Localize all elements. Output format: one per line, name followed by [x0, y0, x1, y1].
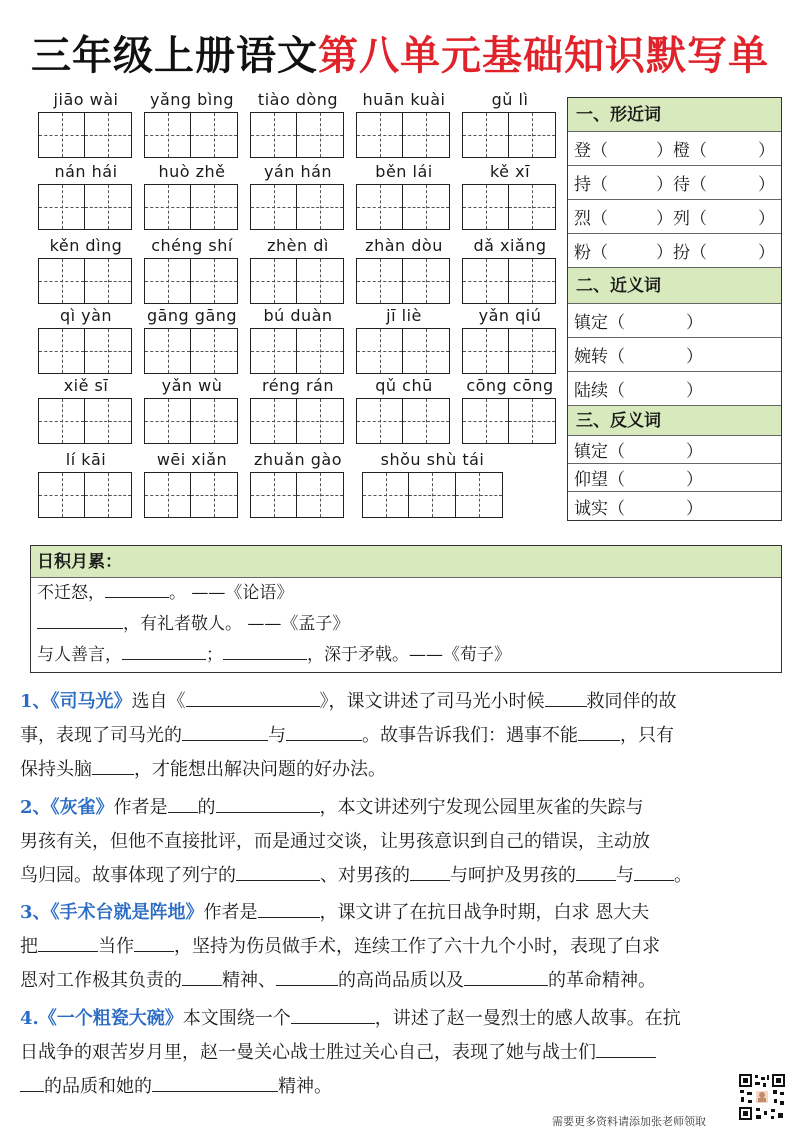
writing-box[interactable] [462, 398, 509, 444]
question-number: 1、 [20, 691, 51, 712]
blank[interactable] [596, 1038, 656, 1058]
writing-box[interactable] [250, 472, 297, 518]
blank[interactable] [216, 793, 320, 813]
pinyin-label: gǔ lì [491, 90, 529, 109]
accumulation-line: ，有礼者敬人。 ——《孟子》 [31, 609, 781, 640]
blank[interactable] [186, 687, 320, 707]
section-header-synonym: 二、近义词 [568, 268, 781, 304]
blank[interactable] [578, 721, 620, 741]
pinyin-label: yǎn wù [161, 376, 223, 395]
antonym-row: 镇定（ ） [568, 436, 781, 464]
lesson-title: 《一个粗瓷大碗》 [38, 1008, 183, 1029]
writing-box[interactable] [509, 184, 556, 230]
blank[interactable] [182, 966, 222, 986]
pinyin-label: xiě sī [63, 376, 109, 395]
writing-box[interactable] [38, 184, 85, 230]
writing-box[interactable] [38, 258, 85, 304]
word-panel [567, 97, 782, 521]
writing-box[interactable] [191, 184, 238, 230]
similar-word-row: 粉（ ）扮（ ） [568, 234, 781, 268]
writing-box[interactable] [462, 258, 509, 304]
writing-box[interactable] [144, 184, 191, 230]
pinyin-label: dǎ xiǎng [473, 236, 547, 255]
lesson-title: 《手术台就是阵地》 [50, 902, 204, 923]
page-title [0, 30, 800, 82]
footer-note: 需要更多资料请添加张老师领取 [552, 1115, 706, 1128]
writing-box[interactable] [144, 258, 191, 304]
lesson-title: 《司马光》 [50, 691, 132, 712]
blank[interactable] [168, 793, 198, 813]
writing-box[interactable] [462, 112, 509, 158]
writing-box[interactable] [362, 472, 409, 518]
pinyin-label: kěn dìng [49, 236, 123, 255]
pinyin-label: yán hán [263, 162, 333, 181]
writing-box[interactable] [191, 328, 238, 374]
writing-box[interactable] [38, 328, 85, 374]
writing-box[interactable] [85, 258, 132, 304]
writing-box[interactable] [456, 472, 503, 518]
blank[interactable] [223, 642, 307, 660]
writing-box[interactable] [85, 328, 132, 374]
writing-box[interactable] [297, 258, 344, 304]
pinyin-label: huān kuài [362, 90, 446, 109]
writing-box[interactable] [403, 258, 450, 304]
pinyin-label: lí kāi [65, 450, 107, 469]
synonym-row: 婉转（ ） [568, 338, 781, 372]
writing-box[interactable] [191, 112, 238, 158]
pinyin-label: huò zhě [158, 162, 226, 181]
blank[interactable] [545, 687, 587, 707]
writing-box[interactable] [144, 398, 191, 444]
pinyin-label: qì yàn [59, 306, 113, 325]
pinyin-label: tiào dòng [257, 90, 339, 109]
writing-box[interactable] [297, 328, 344, 374]
blank[interactable] [38, 932, 98, 952]
writing-box[interactable] [250, 258, 297, 304]
writing-box[interactable] [462, 328, 509, 374]
pinyin-label: shǒu shù tái [380, 450, 485, 469]
writing-box[interactable] [403, 112, 450, 158]
writing-box[interactable] [191, 472, 238, 518]
writing-box[interactable] [297, 112, 344, 158]
accumulation-line: 与人善言， ； ，深于矛戟。——《荀子》 [31, 640, 781, 671]
writing-box[interactable] [509, 258, 556, 304]
pinyin-label: běn lái [375, 162, 433, 181]
section-header-antonym: 三、反义词 [568, 406, 781, 436]
writing-box[interactable] [356, 398, 403, 444]
writing-box[interactable] [38, 398, 85, 444]
blank[interactable] [20, 1072, 44, 1092]
pinyin-label: bú duàn [263, 306, 333, 325]
daily-accumulation-box [30, 545, 782, 673]
pinyin-label: yǎn qiú [478, 306, 542, 325]
pinyin-label: kě xī [489, 162, 531, 181]
writing-box[interactable] [409, 472, 456, 518]
antonym-row: 诚实（ ） [574, 498, 703, 519]
writing-box[interactable] [250, 328, 297, 374]
writing-box[interactable] [462, 184, 509, 230]
writing-box[interactable] [403, 398, 450, 444]
blank[interactable] [134, 932, 174, 952]
pinyin-label: zhuǎn gào [254, 450, 342, 469]
antonym-row: 仰望（ ） [568, 464, 781, 492]
writing-box[interactable] [85, 184, 132, 230]
writing-box[interactable] [356, 328, 403, 374]
writing-box[interactable] [297, 184, 344, 230]
blank[interactable] [152, 1072, 278, 1092]
blank[interactable] [122, 642, 206, 660]
writing-box[interactable] [250, 398, 297, 444]
writing-box[interactable] [509, 112, 556, 158]
writing-box[interactable] [191, 398, 238, 444]
blank[interactable] [286, 721, 362, 741]
writing-box[interactable] [509, 328, 556, 374]
similar-word-row: 登（ ）橙（ ） [568, 132, 781, 166]
similar-word-row: 持（ ）待（ ） [568, 166, 781, 200]
writing-box[interactable] [144, 472, 191, 518]
writing-box[interactable] [403, 184, 450, 230]
pinyin-label: qǔ chū [375, 376, 433, 395]
writing-box[interactable] [38, 472, 85, 518]
question-1: 1、《司马光》选自《 》，课文讲述了司马光小时候 救同伴的故 事，表现了司马光的 与 。故事告诉我们：遇事不能 ，只有 保持头脑 ，才能想出解决问题的好办法。 [20, 685, 785, 787]
writing-box[interactable] [509, 398, 556, 444]
blank[interactable] [37, 611, 123, 629]
similar-word-row: 烈（ ）列（ ） [568, 200, 781, 234]
writing-box[interactable] [85, 472, 132, 518]
writing-box[interactable] [297, 398, 344, 444]
blank[interactable] [182, 721, 268, 741]
writing-box[interactable] [250, 112, 297, 158]
writing-box[interactable] [144, 328, 191, 374]
question-4: 4.《一个粗瓷大碗》本文围绕一个 ，讲述了赵一曼烈士的感人故事。在抗 日战争的艰苦岁月里，赵一曼关心战士胜过关心自己，表现了她与战士们 的品质和她的 精神。 [20, 1002, 785, 1104]
blank[interactable] [92, 755, 134, 775]
writing-box[interactable] [403, 328, 450, 374]
pinyin-label: wēi xiǎn [156, 450, 228, 469]
pinyin-label: cōng cōng [466, 376, 554, 395]
writing-box[interactable] [356, 112, 403, 158]
writing-box[interactable] [297, 472, 344, 518]
pinyin-label: yǎng bìng [149, 90, 235, 109]
writing-box[interactable] [85, 112, 132, 158]
synonym-row: 陆续（ ） [568, 372, 781, 406]
synonym-row: 镇定（ ） [568, 304, 781, 338]
title-part2: 第八单元基础知识默写单 [318, 33, 769, 79]
blank[interactable] [105, 580, 169, 598]
section-header-similar: 一、形近词 [568, 98, 781, 132]
writing-box[interactable] [356, 258, 403, 304]
blank[interactable] [291, 1004, 375, 1024]
question-3: 3、《手术台就是阵地》作者是 ，课文讲了在抗日战争时期，白求 恩大夫 把 当作 ，坚持为伤员做手术，连续工作了六十九个小时，表现了白求 恩对工作极其负责的 精神、 的高尚品质以及 的革命精神。 [20, 896, 785, 998]
writing-box[interactable] [250, 184, 297, 230]
title-part1: 三年级上册语文 [31, 33, 318, 79]
blank[interactable] [634, 861, 674, 881]
writing-box[interactable] [38, 112, 85, 158]
pinyin-label: gāng gāng [146, 306, 238, 325]
blank[interactable] [410, 861, 450, 881]
pinyin-label: chéng shí [151, 236, 233, 255]
writing-box[interactable] [144, 112, 191, 158]
writing-box[interactable] [356, 184, 403, 230]
pinyin-label: nán hái [54, 162, 118, 181]
lesson-title: 《灰雀》 [50, 797, 114, 818]
blank[interactable] [276, 966, 338, 986]
pinyin-label: jiāo wài [53, 90, 119, 109]
writing-box[interactable] [85, 398, 132, 444]
accumulation-line: 不迁怒， 。 ——《论语》 [31, 578, 781, 609]
accumulation-header: 日积月累： [31, 546, 781, 578]
pinyin-label: réng rán [262, 376, 334, 395]
blank[interactable] [464, 966, 548, 986]
writing-box[interactable] [191, 258, 238, 304]
pinyin-label: zhèn dì [267, 236, 329, 255]
question-2: 2、《灰雀》作者是 的 ，本文讲述列宁发现公园里灰雀的失踪与 男孩有关，但他不直接批评，而是通过交谈，让男孩意识到自己的错误，主动放 鸟归园。故事体现了列宁的 、对男孩的 与呵护及男孩的 与 。 [20, 791, 785, 893]
blank[interactable] [258, 898, 320, 918]
blank[interactable] [576, 861, 616, 881]
pinyin-label: jī liè [386, 306, 422, 325]
pinyin-label: zhàn dòu [365, 236, 443, 255]
blank[interactable] [236, 861, 320, 881]
